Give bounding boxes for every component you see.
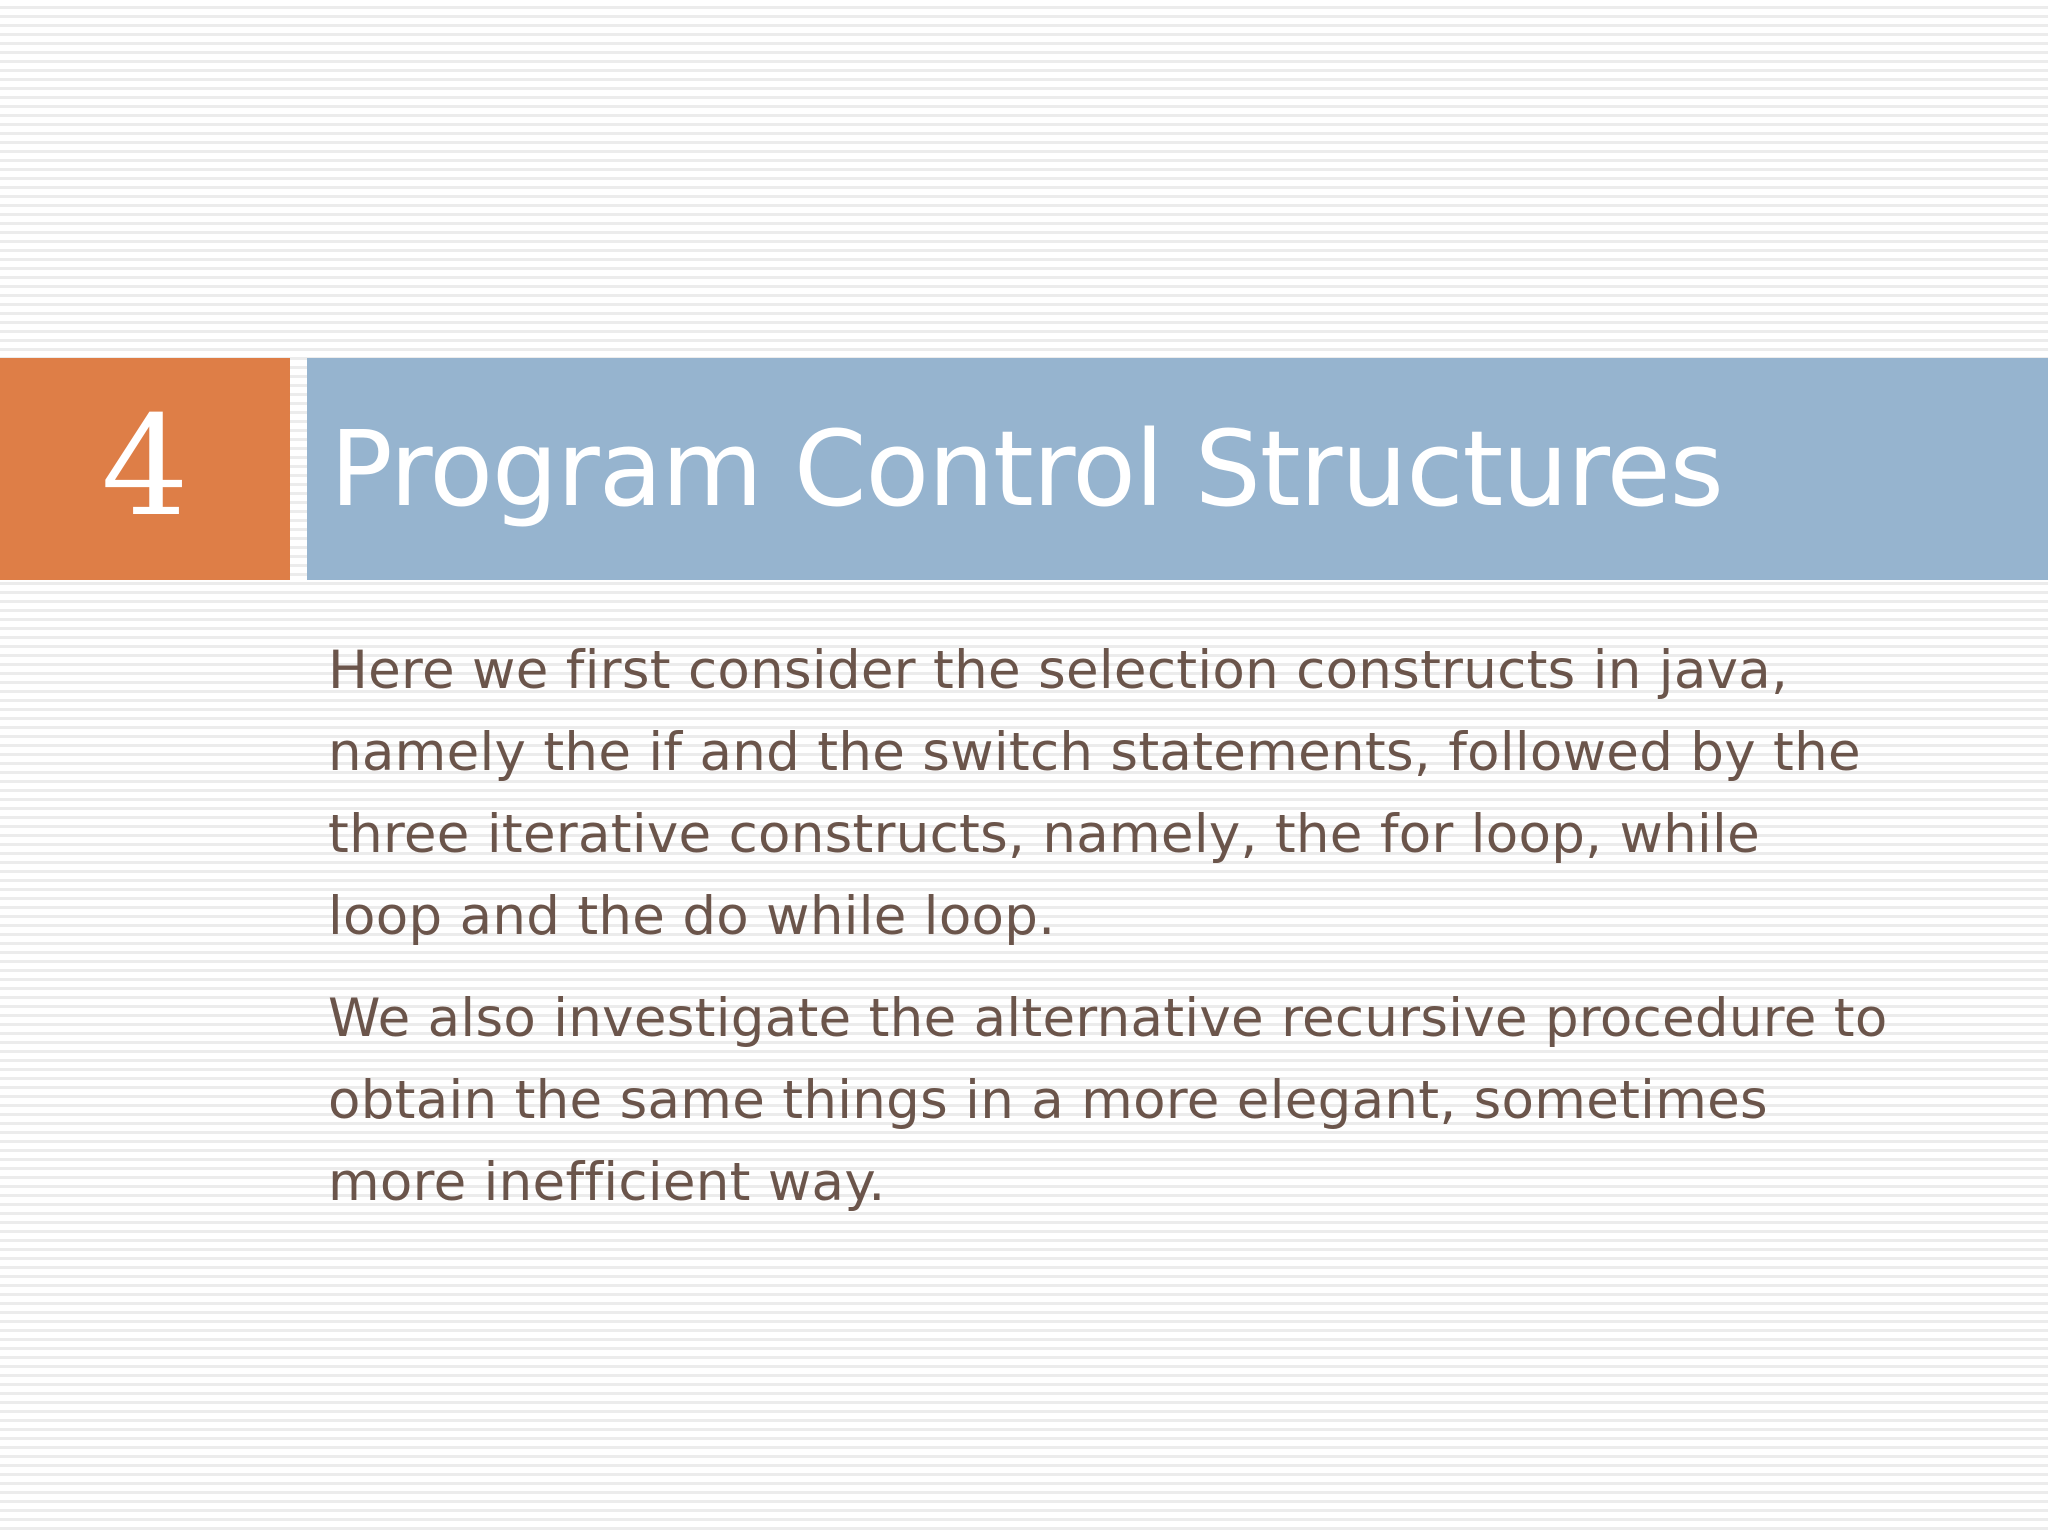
title-bar (307, 358, 2048, 580)
body-paragraph-2: We also investigate the alternative recursive procedure to obtain the same things in a more elegant, sometimes more inefficient way. (328, 988, 1888, 1213)
slide-number: 4 (101, 386, 189, 547)
slide-body (328, 630, 1888, 1244)
body-paragraph-1: Here we first consider the selection constructs in java, namely the if and the switch statements, followed by the three iterative constructs, namely, the for loop, while loop and the do while loop. (328, 640, 1861, 947)
slide-number-box (0, 358, 290, 580)
slide-title: Program Control Structures (330, 408, 1723, 530)
